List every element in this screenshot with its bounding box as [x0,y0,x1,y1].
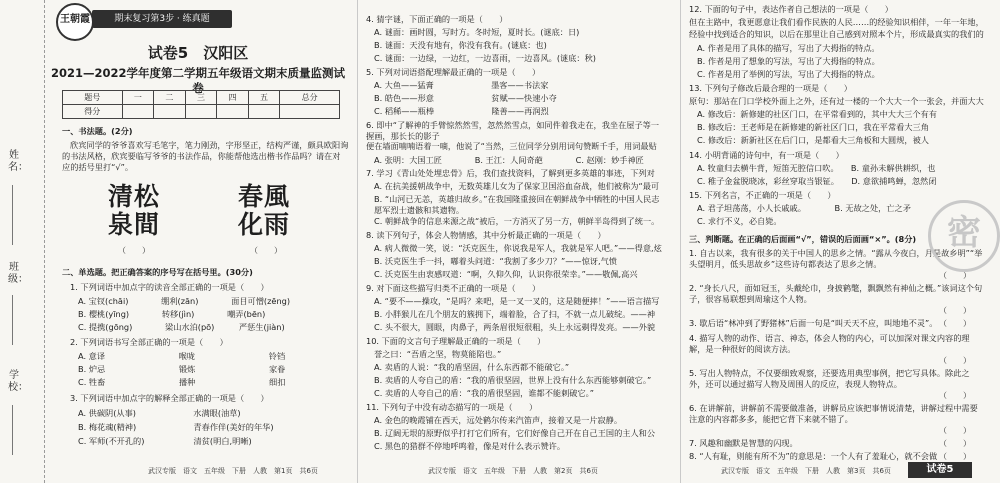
option: C. 卖盾的人夸自己的盾：“我的盾很坚固，谁都不能刺破它。” [374,388,594,398]
score-cell: 一 [122,91,154,105]
option: C. 作者是用了举例的写法，写出了大拇指的特点。 [697,69,880,79]
option: C. 朝鲜战争的信息来源之战“被后，一方消灭了另一方，朝鲜半岛得到了统一。 [374,216,660,226]
question-12: 12. 下面的句子中，表达作者自己想法的一项是（ ） [689,4,893,14]
score-cell: 题号 [63,91,123,105]
question-3: 3. 下列词语中加点字的解释全部正确的一项是（ ） [70,393,269,403]
section-1-text: 欣宾同学的爷爷喜欢写毛笔字，笔力刚劲，字形坚正，结构严谨，颇具欧阳询 [70,140,348,150]
calligraphy-sample-left-bottom: 泉間 [108,210,161,239]
option: C. 提携(gōng) 梁山水泊(pō) 严惩生(jiàn) [78,322,285,332]
spine-class-label: 班级： [8,262,28,285]
option: C. 军师(不开孔的) 清贫(明白,明晰) [78,436,252,446]
option: A. 在抗美援朝战争中，无数英雄儿女为了保家卫国浴血奋战，他们被称为“最可 [374,181,660,191]
judgement-4: 4. 描写人物的动作、语言、神态，体会人物的内心，可以加深对课文内容的理解，是一种很好的阅读方法。 [689,333,970,354]
paper-subtitle: 2021—2022学年度第二学期五年级语文期末质量监测试卷 [50,66,345,95]
score-input-cell[interactable] [280,105,340,119]
option: A. 牧童归去横牛背，短笛无腔信口吹。 B. 童孙未解供耕织，也 [697,163,936,173]
option: A. 卖盾的人说：“我的盾坚固，什么东西都不能破它。” [374,362,570,372]
option: A. 君子坦荡荡，小人长戚戚。 B. 无故之处，亡之矛 [697,203,911,213]
spine-school-label: 学校： [8,370,28,393]
option: B. 作者是用了想象的写法，写出了大拇指的特点。 [697,56,880,66]
page-footer: 武汉专版 语文 五年级 下册 人教 第2页 共6页 [428,467,598,475]
question-12-passage: 经验中找到适合的知识，以后在那里让自己感到对照本个片，形成最真实的我们的 [689,29,984,39]
question-1: 1. 下列词语中加点字的读音全部正确的一项是（ ） [70,282,269,292]
score-table-score-row [63,105,340,119]
section-2-heading: 二、单选题。把正确答案的序号写在括号里。(30分) [62,267,253,277]
option: A. 大鱼——猛膏 墨客——书法家 [374,80,549,90]
section-1-text: 的书法风格，欣宾要临写爷爷的书法作品，你能帮他选出楷书作品吗？请在对应的括号里打“√”。 [62,151,341,172]
option: A. 修改后：新修建的社区门口，在平常看到的，其中大大三个有有 [697,109,937,119]
question-4: 4. 猜字谜，下面正确的一项是（ ） [366,14,508,24]
calligraphy-sample-right-bottom: 化雨 [238,210,291,239]
option: A. 金色的晚霞铺在西天，远处鹤尔传来汽笛声，接着又是一片寂静。 [374,415,623,425]
page-column-2 [357,0,667,483]
option: B. 梅花魂(精神) 青春作伴(美好的年华) [78,422,274,432]
judgement-answer-blank[interactable]: （ ） [939,439,971,448]
paper-title: 试卷5 汉阳区 [147,44,249,62]
option: B. 小胖猴儿在几个朋友的簇拥下，端着脸，合了扫，不就一点儿破绽。——神 [374,309,656,319]
class-fill-line [12,295,13,345]
judgement-2: 2. “身长八尺，面如冠玉，头戴纶巾，身披鹤氅，飘飘然有神仙之概。”该词这个句子，很容易联想到周瑜这个人物。 [689,283,983,304]
option: A. “要不——操攻，“是吗？来吧，是一叉一叉的，这是随便摔！”——语言描写 [374,296,660,306]
section-1-heading: 一、书法题。(2分) [62,126,133,136]
judgement-answer-blank[interactable]: （ ） [939,391,971,400]
option: C. 稚子金盆脱晓冰，彩丝穿取当银钲。 D. 意欲捕鸣蝉，忽然闭 [697,176,937,186]
question-7: 7. 学习《青山处处埋忠骨》后，我们查找资料，了解到更多英雄的事迹，下列对 [366,168,655,178]
judgement-answer-blank[interactable]: （ ） [939,306,971,315]
score-cell: 四 [217,91,249,105]
question-10: 10. 下面的文言句子理解最正确的一项是（ ） [366,336,546,346]
judgement-6: 6. 在讲解前，讲解前不需要做准备，讲解员应该把事情说清楚，讲解过程中需要注意的内容都多多，能把它背下来就不错了。 [689,403,978,424]
option: C. 头不很大，圆眼，肉鼻子，两条眉很短很粗，头上永远剃得发亮。——外貌 [374,322,656,332]
score-cell: 得分 [63,105,123,119]
question-14: 14. 小明背诵的诗句中，有一项是（ ） [689,150,844,160]
option: C. 稻稀——瓶棒 隆善——再润烈 [374,106,549,116]
option: A. 张明：大国工匠 B. 王江：人间奇葩 C. 赵刚：妙手神匠 [374,155,644,165]
score-table-header-row [63,91,340,105]
score-cell: 二 [154,91,186,105]
paper-number-tag: 试卷5 [908,462,972,478]
option: C. 求行不义，必自毙。 [697,216,782,226]
judgement-answer-blank[interactable]: （ ） [939,319,971,328]
judgement-8: 8. “人有耻，则能有所不为”的意思是：一个人有了羞耻心，就不会做 [689,451,938,461]
score-cell: 三 [185,91,217,105]
question-8: 8. 读下列句子，体会人物情感，其中分析最正确的一项是（ ） [366,230,606,240]
option: A. 作者是用了具体的描写，写出了大拇指的特点。 [697,43,880,53]
option: A. 谜面：画时圆，写时方。冬时短，夏时长。(谜底：日) [374,27,580,37]
publisher-logo: 王朝霞 [56,3,94,41]
judgement-7: 7. 风趣和幽默是智慧的闪现。 [689,438,798,448]
option: C. 牲畜 播种 细扣 [78,377,286,387]
judgement-answer-blank[interactable]: （ ） [939,356,971,365]
confidential-stamp-icon: 密 [928,200,1000,272]
judgement-1: 1. 自古以来，我有很多的关于中国人的思乡之情。“露从今夜白，月是故乡明”“举头望明月，低头思故乡”这些诗句都表达了思乡之情。 [689,248,983,269]
score-cell: 五 [248,91,280,105]
option: C. 沃克医生由衷感叹道：“啊，久仰久仰，认识你很荣幸。”——敬佩,高兴 [374,269,638,279]
answer-blank[interactable]: （ ） [118,246,150,255]
answer-blank[interactable]: （ ） [250,246,282,255]
question-9: 9. 对下面这些描写归类不正确的一项是（ ） [366,283,541,293]
option: A. 意译 喉咙 铃铛 [78,351,286,361]
score-cell: 总分 [280,91,340,105]
question-12-passage: 但在主路中，我更愿意让我们看作民族的人民……的经验知识相伴，一年一年地， [689,17,984,27]
page-footer: 武汉专版 语文 五年级 下册 人教 第3页 共6页 [721,467,891,475]
question-13-original: 原句：那站在门口学校外面上之外，还有过一楼的一个大大一个一张会，并面大大 [689,96,984,106]
score-input-cell[interactable] [154,105,186,119]
question-10-source: 誉之曰：“吾盾之坚，物莫能陷也。” [374,349,502,359]
option: C. 谜面：一边绿，一边红，一边喜雨，一边喜风。(谜底：秋) [374,53,596,63]
question-11: 11. 下列句子中没有动态描写的一项是（ ） [366,402,538,412]
option: B. 卖盾的人夸自己的盾：“我的盾很坚固，世界上没有什么东西能够刺破它。” [374,375,652,385]
option: B. 修改后：王老师是在新修建的新社区门口，我在平常看大三角 [697,122,929,132]
option: A. 宝钗(chāi) 绷利(zān) 面目可憎(zēng) [78,296,291,306]
score-input-cell[interactable] [185,105,217,119]
option: A. 供碳阴(从事) 水满眼(油草) [78,408,241,418]
question-6: 6. 即中“了解神的手臂惊然然雪，忽然然雪点，如同件着我走在，我坐在屋子等一握画，那长长的影子 [366,120,660,141]
option: C. 修改后：新新社区在后门口，是都看大三角板和大圆规，被人 [697,135,929,145]
judgement-5: 5. 写出人物特点，不仅要细致观察，还要选用典型事例，把它写具体。除此之外，还可以通过描写人物及周围人的反应，表现人物特点。 [689,368,970,389]
name-fill-line [12,185,13,245]
calligraphy-sample-right-top: 春風 [238,182,291,211]
option: B. 沃克医生手一抖，嘟着头问道：“我割了多少刀？”——惊讶,气愤 [374,256,617,266]
question-15: 15. 下列名言，不正确的一项是（ ） [689,190,836,200]
question-6-cont: 便在墙面喃喃语着一嘀，他说了“当然，三位同学分别用词句赞断千手，用词最贴 [366,141,657,151]
question-13: 13. 下列句子修改后最合理的一项是（ ） [689,83,852,93]
calligraphy-sample-left-top: 清松 [108,182,161,211]
score-input-cell[interactable] [217,105,249,119]
option: A. 病人微微一笑，说：“沃克医生，你说我是军人，我就是军人吧。”——得意,炫 [374,243,662,253]
judgement-answer-blank[interactable]: （ ） [939,452,971,461]
score-input-cell[interactable] [248,105,280,119]
judgement-answer-blank[interactable]: （ ） [939,426,971,435]
option: B. “山河已无恙，英雄归故乡。”在我国隆重接回在朝鲜战争中牺牲的中国人民志愿军烈士遗骸和其遗物。 [374,194,660,215]
option: B. 谜面：天没有地有，你没有我有。(谜底：也) [374,40,547,50]
school-fill-line [12,405,13,455]
option: C. 黑色的猎群不停地呼鸣着，像是对什么表示赞许。 [374,441,566,451]
score-input-cell[interactable] [122,105,154,119]
option: B. 辽阔无垠的原野似乎打打它们所有，它们好像自己开在自己王国的主人和公 [374,428,656,438]
page-column-1 [48,0,348,483]
option: B. 樱桃(yīng) 转移(jìn) 嘲弄(bēn) [78,309,266,319]
spine-name-label: 姓名： [8,150,28,173]
option: B. 炉忌 锻炼 家眷 [78,364,286,374]
score-table [62,90,340,119]
review-step-banner: 期末复习第3步 · 练真题 [92,10,232,28]
page-footer: 武汉专版 语文 五年级 下册 人教 第1页 共6页 [148,467,318,475]
judgement-answer-blank[interactable]: （ ） [939,271,971,280]
option: B. 皓色——形意 贫赋——快速小夺 [374,93,557,103]
question-5: 5. 下列对词语搭配理解最正确的一项是（ ） [366,67,541,77]
binding-spine [0,0,45,483]
judgement-3: 3. 歇后语“林冲到了野猪林”后面一句是“叫天天不应，叫地地不灵”。 [689,318,938,328]
question-2: 2. 下列词语书写全部正确的一项是（ ） [70,337,228,347]
section-3-heading: 三、判断题。在正确的后面画“√”，错误的后面画“×”。(8分) [689,234,917,244]
